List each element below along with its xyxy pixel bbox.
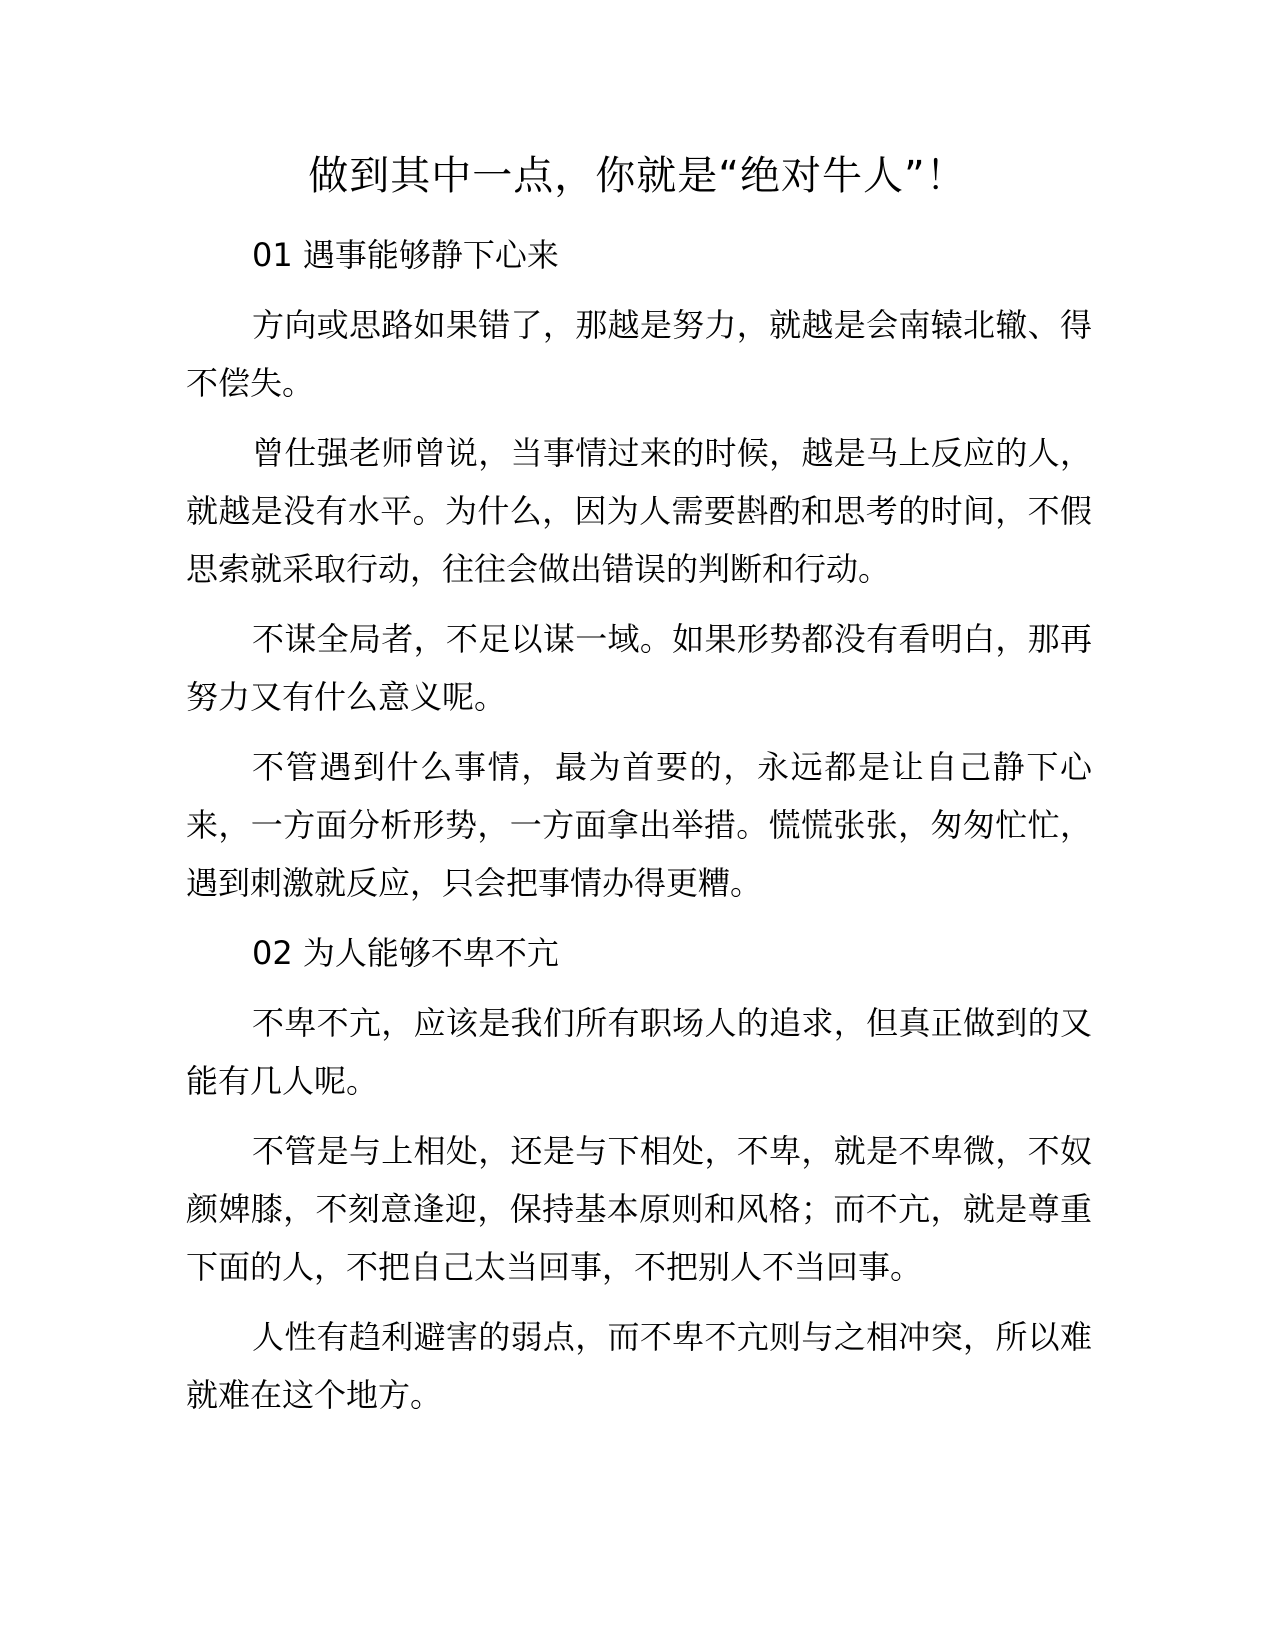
paragraph: 不卑不亢，应该是我们所有职场人的追求，但真正做到的又能有几人呢。 xyxy=(186,1004,1092,1100)
document-body xyxy=(186,226,1092,1436)
paragraph: 不谋全局者，不足以谋一域。如果形势都没有看明白，那再努力又有什么意义呢。 xyxy=(186,620,1092,716)
paragraph: 不管遇到什么事情，最为首要的，永远都是让自己静下心来，一方面分析形势，一方面拿出举措。慌慌张张，匆匆忙忙，遇到刺激就反应，只会把事情办得更糟。 xyxy=(186,748,1092,902)
document-title: 做到其中一点，你就是“绝对牛人”！ xyxy=(308,153,967,199)
paragraph: 不管是与上相处，还是与下相处，不卑，就是不卑微，不奴颜婢膝，不刻意逢迎，保持基本原则和风格；而不亢，就是尊重下面的人，不把自己太当回事，不把别人不当回事。 xyxy=(186,1132,1092,1286)
section-heading: 02 为人能够不卑不亢 xyxy=(252,934,559,972)
paragraph: 曾仕强老师曾说，当事情过来的时候，越是马上反应的人，就越是没有水平。为什么，因为人需要斟酌和思考的时间，不假思索就采取行动，往往会做出错误的判断和行动。 xyxy=(186,434,1092,588)
paragraph: 方向或思路如果错了，那越是努力，就越是会南辕北辙、得不偿失。 xyxy=(186,306,1092,402)
section-heading: 01 遇事能够静下心来 xyxy=(252,236,559,274)
paragraph: 人性有趋利避害的弱点，而不卑不亢则与之相冲突，所以难就难在这个地方。 xyxy=(186,1318,1092,1414)
